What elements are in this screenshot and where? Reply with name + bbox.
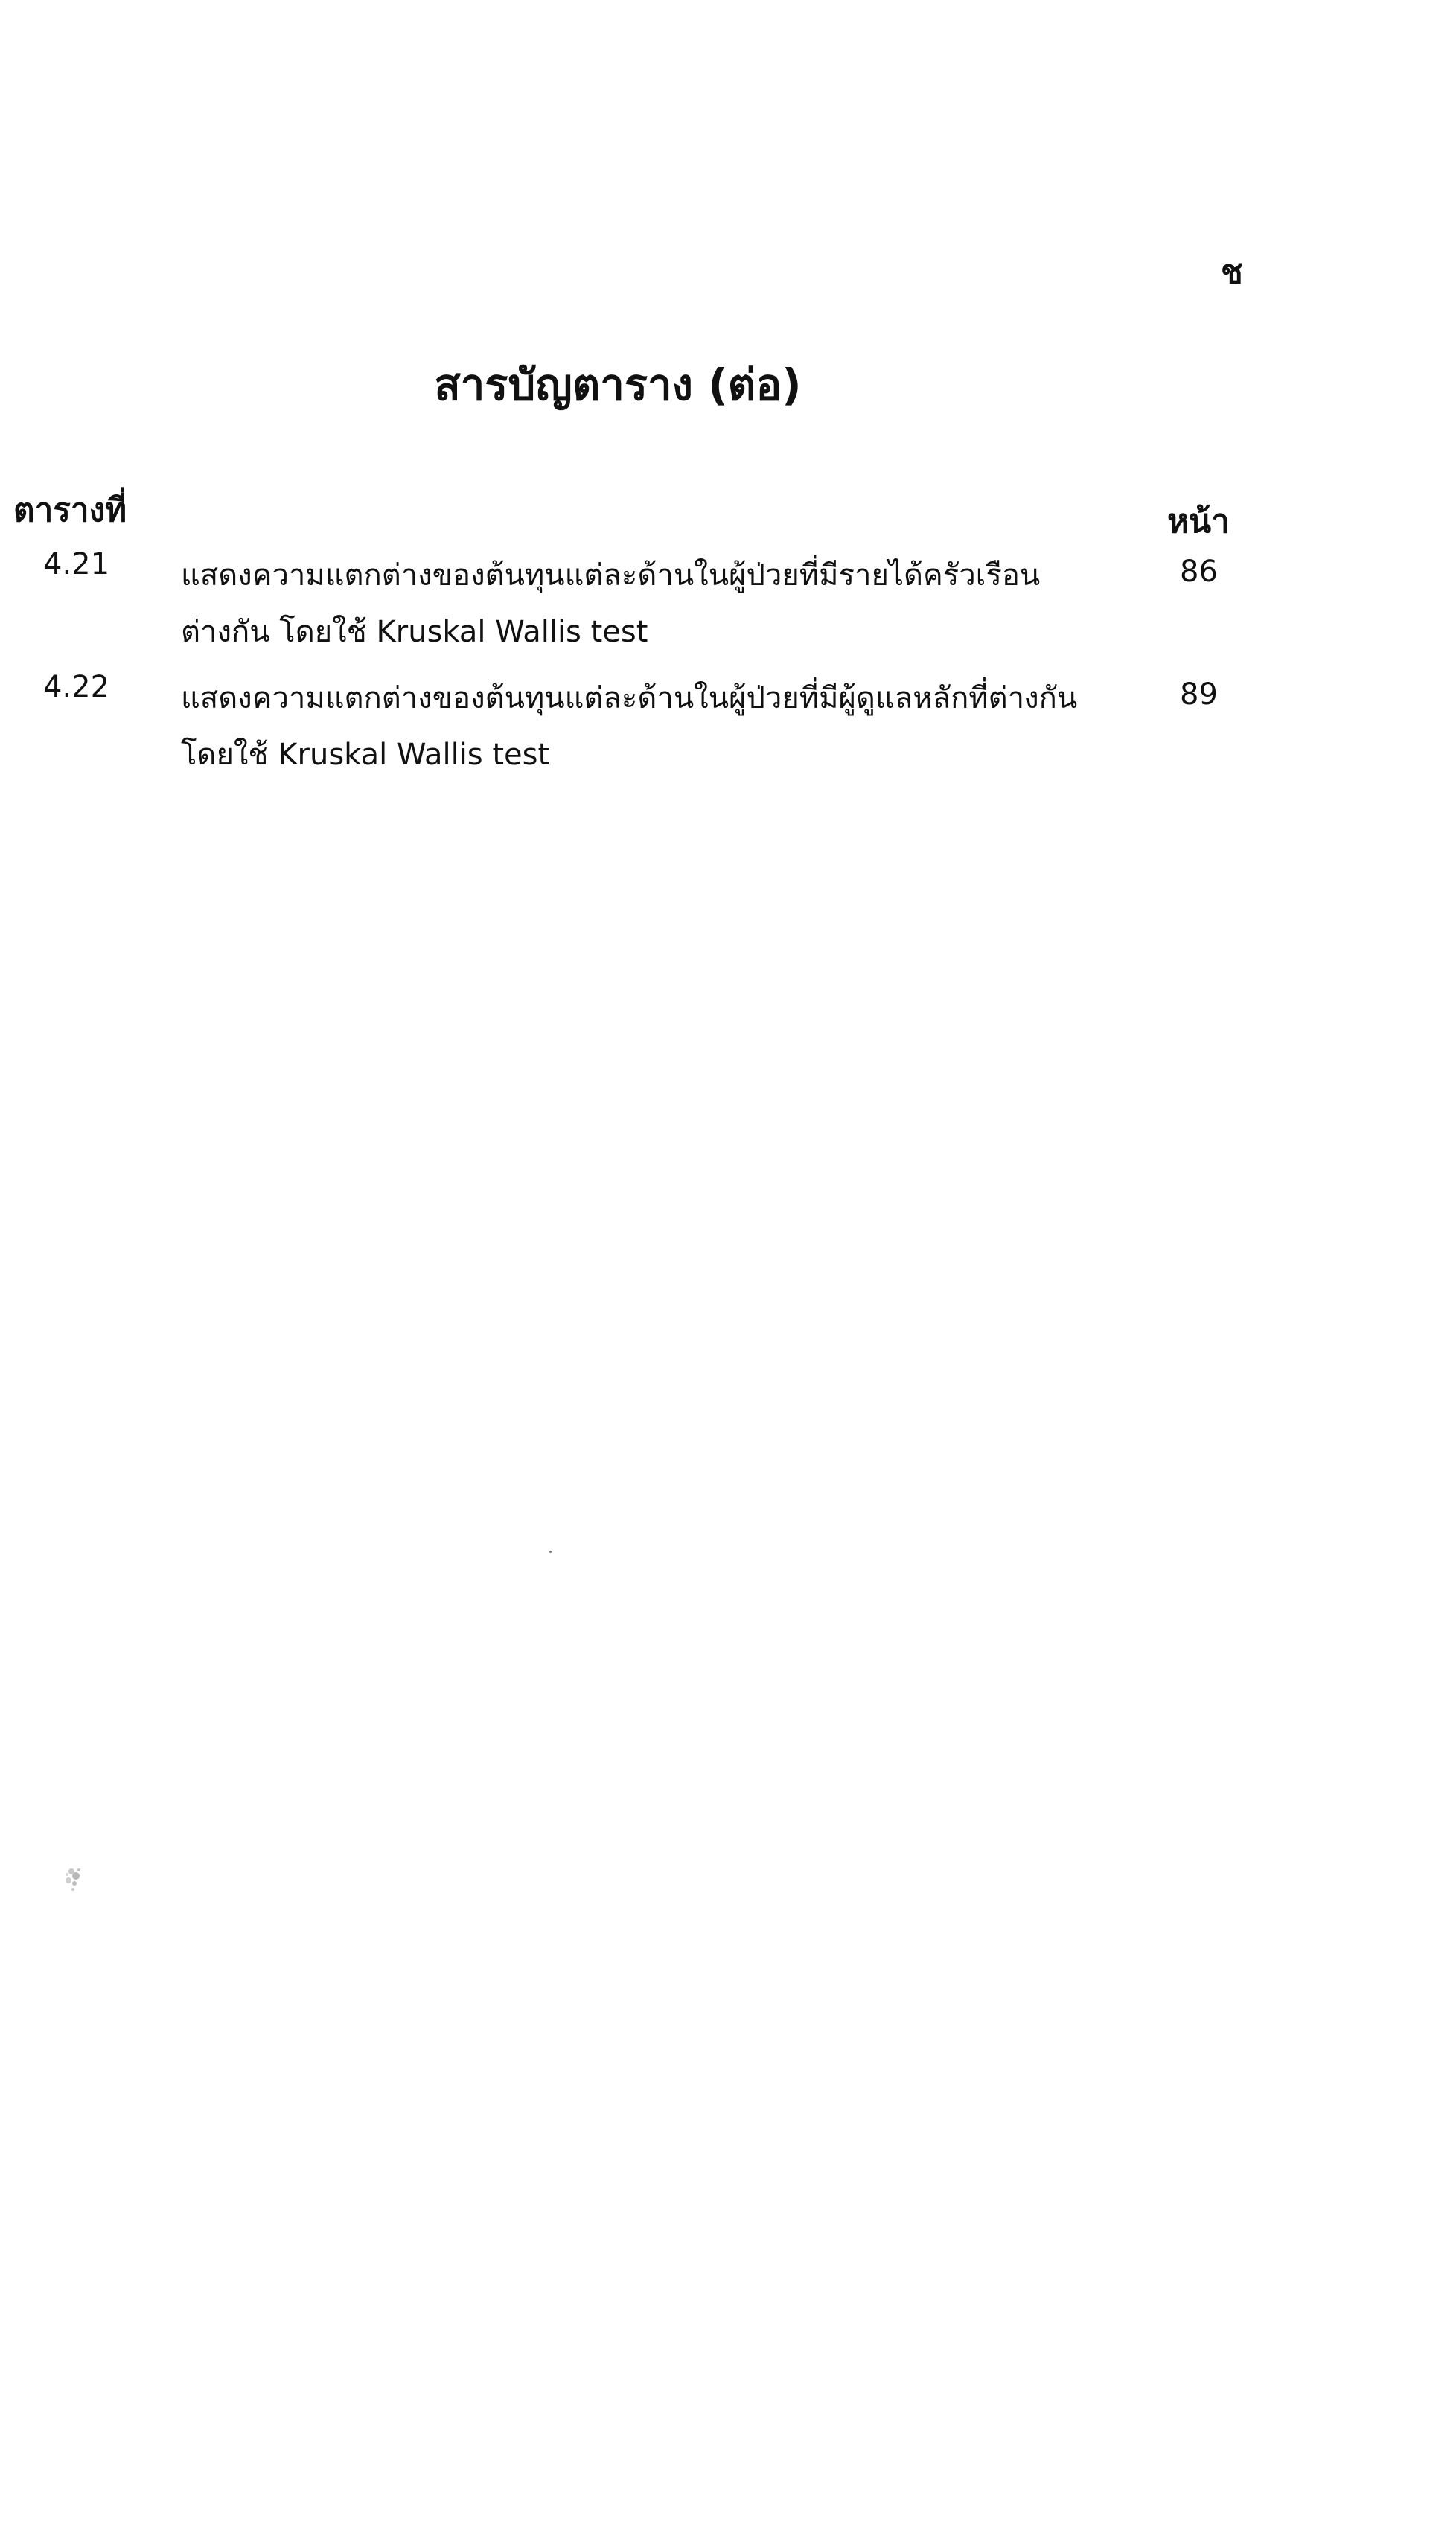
toc-entry-description-line: ต่างกัน โดยใช้ Kruskal Wallis test xyxy=(181,615,648,649)
toc-entry-number: 4.21 xyxy=(43,547,110,581)
toc-entry-number: 4.22 xyxy=(43,670,110,704)
toc-entry-description-line: โดยใช้ Kruskal Wallis test xyxy=(181,738,550,772)
toc-entry-description-line: แสดงความแตกต่างของต้นทุนแต่ละด้านในผู้ป่วยที่มีรายได้ครัวเรือน xyxy=(181,558,1041,593)
column-header-page: หน้า xyxy=(1167,502,1230,540)
toc-entry-description xyxy=(181,547,1149,660)
page-title: สารบัญตาราง (ต่อ) xyxy=(434,360,802,410)
page-number: ช xyxy=(1221,253,1243,291)
toc-entry-description xyxy=(181,670,1149,783)
toc-entry-page: 86 xyxy=(1180,555,1218,589)
scan-dust-dot xyxy=(549,1551,552,1553)
toc-entry-description-line: แสดงความแตกต่างของต้นทุนแต่ละด้านในผู้ป่วยที่มีผู้ดูแลหลักที่ต่างกัน xyxy=(181,681,1078,715)
column-header-table-number: ตารางที่ xyxy=(13,491,127,529)
scan-smudge xyxy=(58,1861,88,1898)
toc-entry-page: 89 xyxy=(1180,677,1218,712)
